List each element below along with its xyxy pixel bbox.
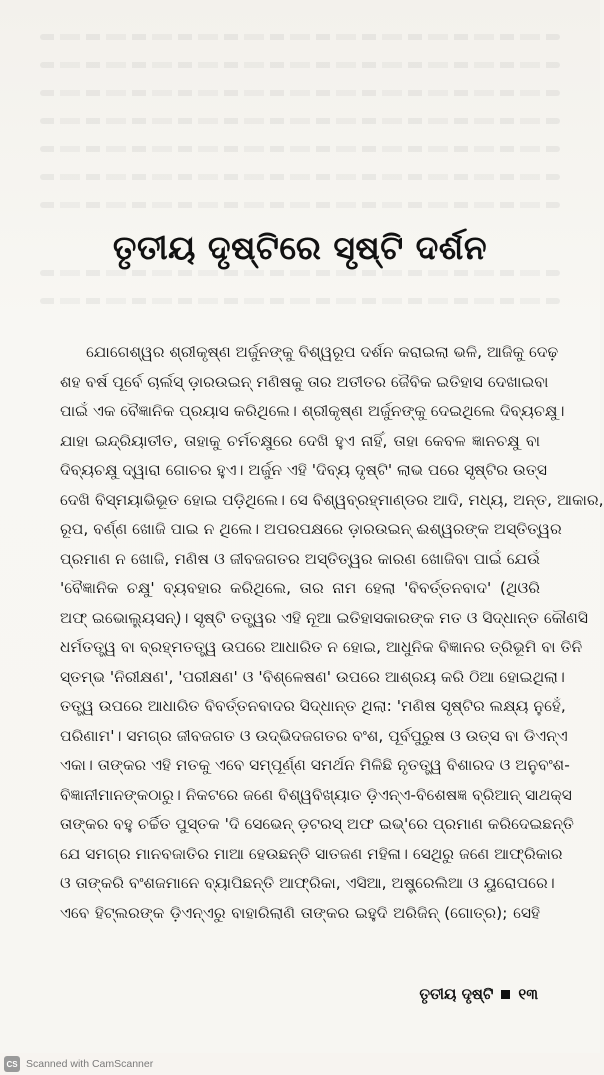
bleed-through-line	[40, 90, 560, 96]
text-line: ଧର୍ମତତ୍ତ୍ୱ ବା ବ୍ରହ୍ମତତ୍ତ୍ୱ ଉପରେ ଆଧାରିତ ନ ହୋଇ, ଆଧୁନିକ ବିଜ୍ଞାନର ତ୍ରିଭୂମି ବା ତିନି	[60, 638, 583, 656]
scanner-label: Scanned with CamScanner	[26, 1058, 154, 1070]
text-line: ଯୋଗେଶ୍ୱର ଶ୍ରୀକୃଷ୍ଣ ଅର୍ଜୁନଙ୍କୁ ବିଶ୍ୱରୂପ ଦର୍ଶନ କରାଇଲା ଭଳି, ଆଜିକୁ ଦେଢ଼	[86, 343, 559, 361]
camscanner-logo-icon: CS	[4, 1056, 20, 1072]
text-line: 'ବୈଜ୍ଞାନିକ ଚକ୍ଷୁ' ବ୍ୟବହାର କରିଥିଲେ, ତାର ନାମ ହେଲା 'ବିବର୍ତ୍ତନବାଦ' (ଥିଓରି	[60, 579, 540, 597]
text-line: ସ୍ତମ୍ଭ 'ନିରୀକ୍ଷଣ', 'ପରୀକ୍ଷଣ' ଓ 'ବିଶ୍ଳେଷଣ' ଉପରେ ଆଶ୍ରୟ କରି ଠିଆ ହୋଇଥିଲା।	[60, 667, 565, 686]
bleed-through-line	[40, 270, 560, 276]
bleed-through-line	[40, 146, 560, 152]
text-line: ଅଫ୍ ଇଭୋଲ୍ୟୁସନ୍)। ସୃଷ୍ଟି ତତ୍ତ୍ୱର ଏହି ନୂଆ ଇତିହାସକାରଙ୍କ ମତ ଓ ସିଦ୍ଧାନ୍ତ କୌଣସି	[60, 608, 588, 627]
text-line: ଯାହା ଇନ୍ଦ୍ରିୟାତୀତ, ତାହାକୁ ଚର୍ମଚକ୍ଷୁରେ ଦେଖି ହୁଏ ନାହିଁ, ତାହା କେବଳ ଜ୍ଞାନଚକ୍ଷୁ ବା	[60, 431, 540, 450]
bleed-through-line	[40, 174, 560, 180]
text-line: ପ୍ରମାଣ ନ ଖୋଜି, ମଣିଷ ଓ ଜୀବଜଗତର ଅସ୍ତିତ୍ୱର କାରଣ ଖୋଜିବା ପାଇଁ ଯେଉଁ	[60, 549, 540, 568]
text-line: ଯେ ସମଗ୍ର ମାନବଜାତିର ମାଆ ହେଉଛନ୍ତି ସାତଜଣ ମହିଳା। ସେଥିରୁ ଜଣେ ଆଫ୍ରିକାର	[60, 844, 563, 863]
text-line: ଶହ ବର୍ଷ ପୂର୍ବେ ଚାର୍ଲସ୍ ଡ଼ାରଉଇନ୍ ମଣିଷକୁ ତାର ଅତୀତର ଜୈବିକ ଇତିହାସ ଦେଖାଇବା	[60, 372, 549, 391]
bleed-through-line	[40, 118, 560, 124]
bleed-through-line	[40, 298, 560, 304]
text-line: ଏକା। ତାଙ୍କର ଏହି ମତକୁ ଏବେ ସମ୍ପୂର୍ଣ୍ଣ ସମର୍ଥନ ମିଳିଛି ନୃତତ୍ତ୍ୱ ବିଶାରଦ ଓ ଅନୁବଂଶ-	[60, 756, 570, 774]
text-line: ବିଜ୍ଞାନୀମାନଙ୍କଠାରୁ। ନିକଟରେ ଜଣେ ବିଶ୍ୱବିଖ୍ୟାତ ଡ଼ିଏନ୍ଏ-ବିଶେଷଜ୍ଞ ବ୍ରିଆନ୍ ସାଥକ୍ସ	[60, 785, 572, 804]
text-line: ରୂପ, ବର୍ଣ୍ଣ ଖୋଜି ପାଇ ନ ଥିଲେ। ଅପରପକ୍ଷରେ ଡ଼ାରଉଇନ୍ ଈଶ୍ୱରଙ୍କ ଅସ୍ତିତ୍ୱର	[60, 520, 562, 538]
text-line: ତାଙ୍କର ବହୁ ଚର୍ଚ୍ଚିତ ପୁସ୍ତକ 'ଦି ସେଭେନ୍ ଡ଼ଟରସ୍ ଅଫ ଇଭ୍'ରେ ପ୍ରମାଣ କରିଦେଇଛନ୍ତି	[60, 815, 574, 833]
square-bullet-icon	[501, 990, 510, 999]
text-line: ପାଇଁ ଏକ ବୈଜ୍ଞାନିକ ପ୍ରୟାସ କରିଥିଲେ। ଶ୍ରୀକୃଷ୍ଣ ଅର୍ଜୁନଙ୍କୁ ଦେଇଥିଲେ ଦିବ୍ୟଚକ୍ଷୁ।	[60, 402, 565, 420]
scanner-watermark	[0, 1053, 604, 1075]
page-number: ୧୩	[518, 985, 538, 1003]
chapter-title: ତୃତୀୟ ଦୃଷ୍ଟିରେ ସୃଷ୍ଟି ଦର୍ଶନ	[112, 228, 488, 267]
text-line: ଏବେ ହିଟ୍ଲରଙ୍କ ଡ଼ିଏନ୍ଏରୁ ବାହାରିଲାଣି ତାଙ୍କର ଇହୁଦି ଅରିଜିନ୍ (ଗୋତ୍ର); ସେହି	[60, 903, 540, 922]
bleed-through-line	[40, 202, 560, 208]
bleed-through-line	[40, 62, 560, 68]
text-line: ପରିଣାମ'। ସମଗ୍ର ଜୀବଜଗତ ଓ ଉଦ୍ଭିଦଜଗତର ବଂଶ, ପୂର୍ବପୁରୁଷ ଓ ଉତ୍ସ ବା ଡିଏନ୍ଏ	[60, 726, 568, 745]
text-line: ଦିବ୍ୟଚକ୍ଷୁ ଦ୍ୱାରା ଗୋଚର ହୁଏ। ଅର୍ଜୁନ ଏହି 'ଦିବ୍ୟ ଦୃଷ୍ଟି' ଲାଭ ପରେ ସୃଷ୍ଟିର ଉତ୍ସ	[60, 461, 547, 479]
page-footer	[419, 985, 538, 1003]
text-line: ଓ ତାଙ୍କରି ବଂଶଜମାନେ ବ୍ୟାପିଛନ୍ତି ଆଫ୍ରିକା, ଏସିଆ, ଅଷ୍ଟ୍ରେଲିଆ ଓ ୟୁରୋପରେ।	[60, 874, 555, 892]
text-line: ଦେଖି ବିସ୍ମୟାଭିଭୂତ ହୋଇ ପଡ଼ିଥିଲେ। ସେ ବିଶ୍ୱବ୍ରହ୍ମାଣ୍ଡର ଆଦି, ମଧ୍ୟ, ଅନ୍ତ, ଆକାର,	[60, 490, 604, 509]
bleed-through-line	[40, 34, 560, 40]
text-line: ତତ୍ତ୍ୱ ଉପରେ ଆଧାରିତ ବିବର୍ତ୍ତନବାଦର ସିଦ୍ଧାନ୍ତ ଥିଲା: 'ମଣିଷ ସୃଷ୍ଟିର ଲକ୍ଷ୍ୟ ନୁହେଁ,	[60, 697, 566, 715]
body-text	[60, 338, 604, 928]
running-title: ତୃତୀୟ ଦୃଷ୍ଟି	[419, 985, 494, 1003]
